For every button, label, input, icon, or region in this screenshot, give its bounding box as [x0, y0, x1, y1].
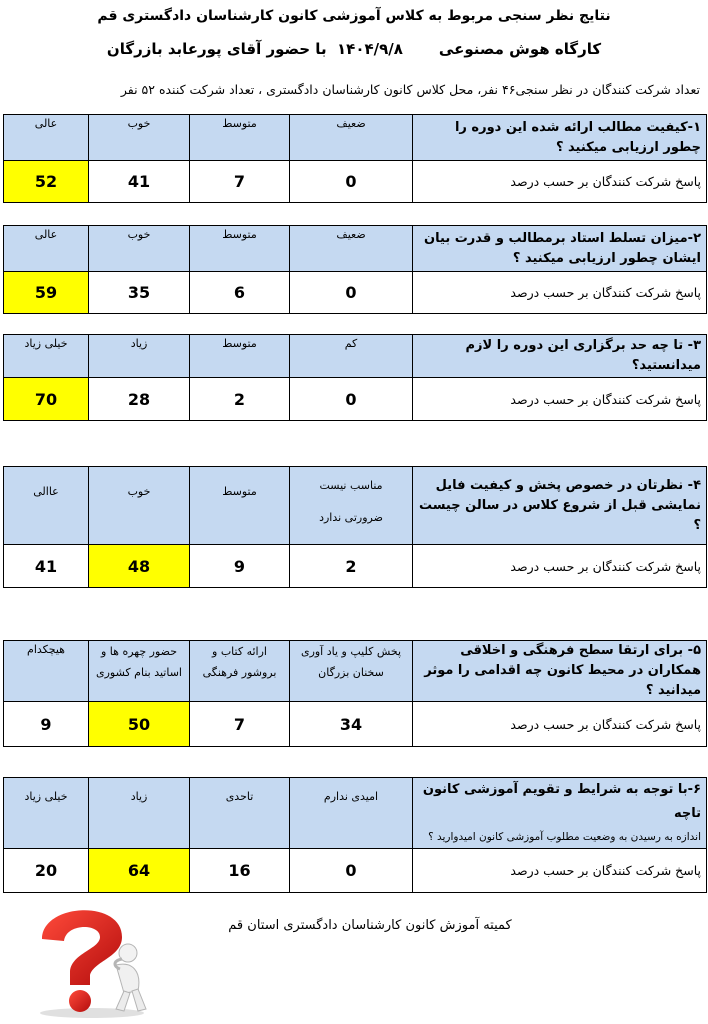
percent-value: 6: [190, 272, 290, 314]
question-3-table: [3, 334, 707, 421]
option-label: هیچکدام: [4, 641, 89, 702]
option-label: متوسط: [190, 226, 290, 272]
question-1-table: [3, 114, 707, 203]
option-label: حضور چهره ها و اساتید بنام کشوری: [89, 641, 190, 702]
option-label: متوسط: [190, 115, 290, 161]
workshop-subtitle: [0, 40, 708, 58]
presenter: با حضور آقای پورعابد بازرگان: [106, 40, 327, 58]
option-label: عالی: [4, 115, 89, 161]
question-5-table: [3, 640, 707, 747]
answer-label: پاسخ شرکت کنندگان بر حسب درصد: [413, 545, 707, 588]
percent-value: 2: [190, 378, 290, 421]
percent-value: 9: [4, 702, 89, 747]
question-text-line: ۶-با توجه به شرایط و تقویم آموزشی کانون تاچه: [422, 782, 701, 821]
percent-value: 16: [190, 849, 290, 893]
percent-value: 9: [190, 545, 290, 588]
percent-value: 34: [290, 702, 413, 747]
option-label: خوب: [89, 467, 190, 545]
option-label-line: ضرورتی ندارد: [319, 511, 383, 524]
option-label: خیلی زیاد: [4, 335, 89, 378]
question-4-table: [3, 466, 707, 588]
percent-value-highlight: 48: [89, 545, 190, 588]
percent-value-highlight: 64: [89, 849, 190, 893]
footer-committee: کمیته آموزش کانون کارشناسان دادگستری استان قم: [228, 918, 512, 933]
percent-value-highlight: 70: [4, 378, 89, 421]
option-label: ارائه کتاب و بروشور فرهنگی: [190, 641, 290, 702]
option-label: عالی: [4, 226, 89, 272]
percent-value: 41: [89, 161, 190, 203]
option-label: متوسط: [190, 467, 290, 545]
option-label: پخش کلیپ و یاد آوری سخنان بزرگان: [290, 641, 413, 702]
percent-value: 41: [4, 545, 89, 588]
percent-value: 0: [290, 272, 413, 314]
percent-value: 0: [290, 378, 413, 421]
question-text: ۱-کیفیت مطالب ارائه شده این دوره را چطور ارزیابی میکنید ؟: [413, 115, 707, 161]
percent-value: 0: [290, 161, 413, 203]
question-text: ۳- تا چه حد برگزاری این دوره را لازم میدانستید؟: [413, 335, 707, 378]
option-label: خوب: [89, 115, 190, 161]
question-text-line: اندازه به رسیدن به وضعیت مطلوب آموزشی کانون امیدوارید ؟: [428, 831, 701, 843]
question-text: [413, 778, 707, 849]
option-label: متوسط: [190, 335, 290, 378]
workshop-date: ۱۴۰۴/۹/۸: [337, 40, 403, 58]
percent-value: 0: [290, 849, 413, 893]
workshop-name: کارگاه هوش مصنوعی: [438, 40, 602, 58]
page-title: نتایج نظر سنجی مربوط به کلاس آموزشی کانون کارشناسان دادگستری قم: [97, 8, 611, 24]
percent-value-highlight: 59: [4, 272, 89, 314]
answer-label: پاسخ شرکت کنندگان بر حسب درصد: [413, 272, 707, 314]
option-label: عاالی: [4, 467, 89, 545]
option-label-line: مناسب نیست: [319, 479, 383, 492]
percent-value: 7: [190, 702, 290, 747]
percent-value: 2: [290, 545, 413, 588]
question-mark-figure-icon: [24, 895, 154, 1020]
percent-value: 35: [89, 272, 190, 314]
option-label: خیلی زیاد: [4, 778, 89, 849]
percent-value: 7: [190, 161, 290, 203]
question-text: ۲-میزان تسلط استاد برمطالب و قدرت بیان ایشان چطور ارزیابی میکنید ؟: [413, 226, 707, 272]
percent-value: 28: [89, 378, 190, 421]
answer-label: پاسخ شرکت کنندگان بر حسب درصد: [413, 702, 707, 747]
option-label: زیاد: [89, 335, 190, 378]
question-text: ۴- نظرتان در خصوص پخش و کیفیت فایل نمایشی قبل از شروع کلاس در سالن چیست ؟: [413, 467, 707, 545]
question-text: ۵- برای ارتقا سطح فرهنگی و اخلاقی همکاران در محیط کانون چه اقدامی را موثر میدانید ؟: [413, 641, 707, 702]
option-label: زیاد: [89, 778, 190, 849]
question-6-table: [3, 777, 707, 893]
percent-value-highlight: 50: [89, 702, 190, 747]
option-label: ضعیف: [290, 115, 413, 161]
question-2-table: [3, 225, 707, 314]
option-label: تاحدی: [190, 778, 290, 849]
percent-value: 20: [4, 849, 89, 893]
answer-label: پاسخ شرکت کنندگان بر حسب درصد: [413, 849, 707, 893]
option-label: امیدی ندارم: [290, 778, 413, 849]
answer-label: پاسخ شرکت کنندگان بر حسب درصد: [413, 161, 707, 203]
participants-info: تعداد شرکت کنندگان در نظر سنجی۴۶ نفر، محل کلاس کانون کارشناسان دادگستری ، تعداد شرکت کننده ۵۲ نفر: [120, 82, 700, 97]
option-label: خوب: [89, 226, 190, 272]
answer-label: پاسخ شرکت کنندگان بر حسب درصد: [413, 378, 707, 421]
option-label: ضعیف: [290, 226, 413, 272]
option-label: [290, 467, 413, 545]
option-label: کم: [290, 335, 413, 378]
percent-value-highlight: 52: [4, 161, 89, 203]
